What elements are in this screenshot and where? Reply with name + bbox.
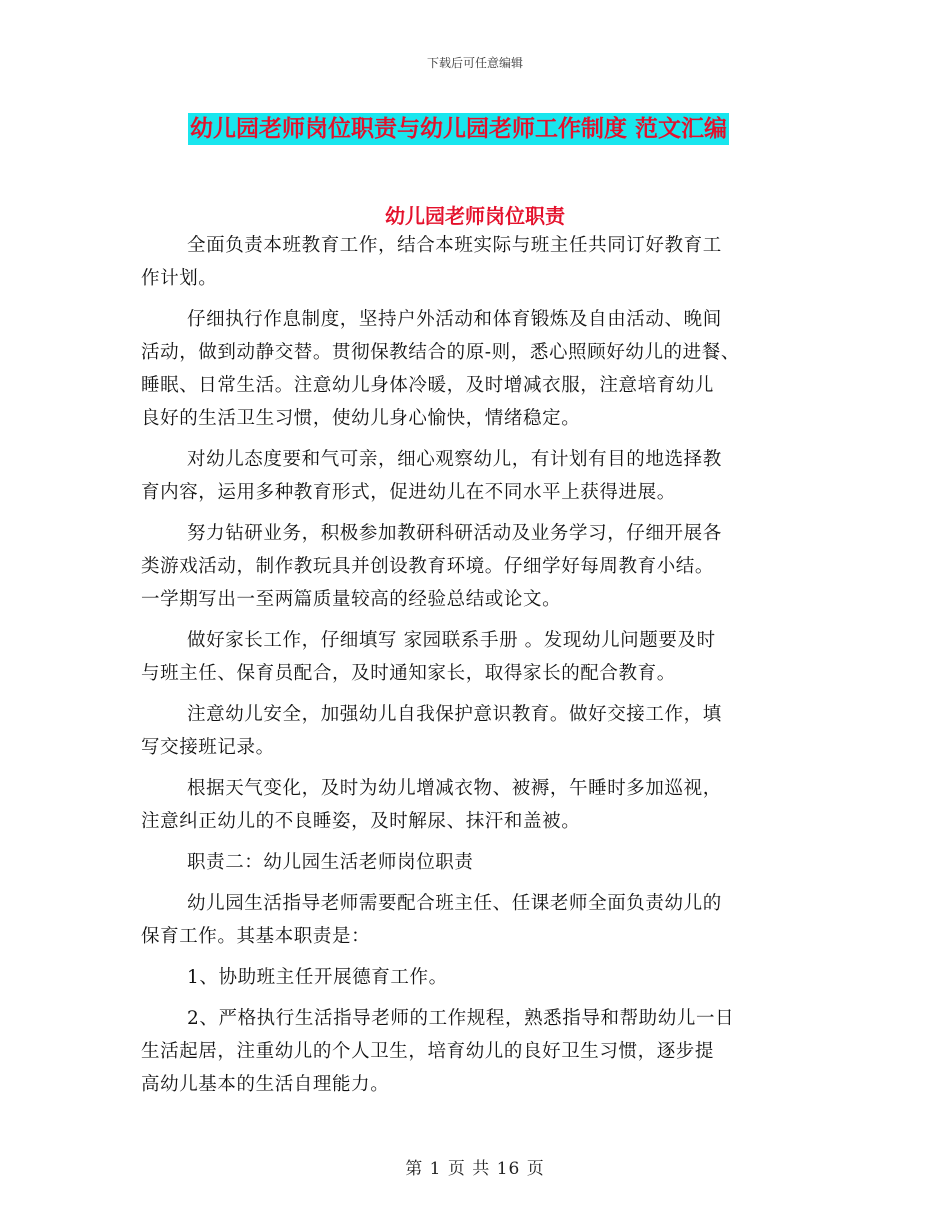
paragraph-line: 作计划。 [141, 268, 218, 289]
paragraph-line: 对幼儿态度要和气可亲，细心观察幼儿，有计划有目的地选择教 [187, 449, 722, 470]
paragraph-line: 根据天气变化，及时为幼儿增减衣物、被褥，午睡时多加巡视， [187, 778, 722, 799]
paragraph [141, 772, 821, 838]
paragraph-line: 注意纠正幼儿的不良睡姿，及时解尿、抹汗和盖被。 [141, 811, 581, 832]
document-title: 幼儿园老师岗位职责与幼儿园老师工作制度 范文汇编 [188, 113, 729, 145]
paragraph-line: 育内容，运用多种教育形式，促进幼儿在不同水平上获得进展。 [141, 482, 676, 503]
page-footer: 第 1 页 共 16 页 [405, 1159, 545, 1179]
paragraph-line: 良好的生活卫生习惯，使幼儿身心愉快，情绪稳定。 [141, 408, 581, 429]
paragraph [141, 443, 821, 509]
paragraph-line: 写交接班记录。 [141, 737, 275, 758]
paragraph [141, 229, 821, 295]
paragraph [141, 624, 821, 690]
paragraph-line: 做好家长工作，仔细填写 家园联系手册 。发现幼儿问题要及时 [187, 630, 716, 651]
body-text [141, 229, 821, 1101]
header-note: 下载后可任意编辑 [426, 56, 523, 70]
paragraph-line: 高幼儿基本的生活自理能力。 [141, 1074, 390, 1095]
paragraph-line: 仔细执行作息制度，坚持户外活动和体育锻炼及自由活动、晚间 [187, 309, 722, 330]
section-title: 幼儿园老师岗位职责 [385, 204, 565, 228]
paragraph [141, 887, 821, 953]
paragraph-line: 与班主任、保育员配合，及时通知家长，取得家长的配合教育。 [141, 663, 676, 684]
paragraph-line: 努力钻研业务，积极参加教研科研活动及业务学习，仔细开展各 [187, 523, 722, 544]
paragraph-line: 注意幼儿安全，加强幼儿自我保护意识教育。做好交接工作，填 [187, 704, 722, 725]
paragraph [141, 1002, 821, 1101]
paragraph-line: 幼儿园生活指导老师需要配合班主任、任课老师全面负责幼儿的 [187, 893, 722, 914]
paragraph-line: 1、协助班主任开展德育工作。 [187, 967, 448, 988]
paragraph-line: 类游戏活动，制作教玩具并创设教育环境。仔细学好每周教育小结。 [141, 556, 715, 577]
paragraph-line: 保育工作。其基本职责是： [141, 926, 371, 947]
paragraph-line: 睡眠、日常生活。注意幼儿身体冷暖，及时增减衣服，注意培育幼儿 [141, 375, 715, 396]
paragraph-line: 2、严格执行生活指导老师的工作规程，熟悉指导和帮助幼儿一日 [187, 1008, 735, 1029]
paragraph [141, 517, 821, 616]
paragraph [141, 698, 821, 764]
paragraph [141, 846, 821, 879]
paragraph-line: 一学期写出一至两篇质量较高的经验总结或论文。 [141, 589, 562, 610]
paragraph [141, 303, 821, 435]
paragraph-line: 生活起居，注重幼儿的个人卫生，培育幼儿的良好卫生习惯，逐步提 [141, 1041, 715, 1062]
paragraph-line: 全面负责本班教育工作，结合本班实际与班主任共同订好教育工 [187, 235, 722, 256]
paragraph-line: 职责二：幼儿园生活老师岗位职责 [187, 852, 474, 873]
paragraph-line: 活动，做到动静交替。贯彻保教结合的原-则，悉心照顾好幼儿的进餐、 [141, 342, 740, 363]
paragraph [141, 961, 821, 994]
